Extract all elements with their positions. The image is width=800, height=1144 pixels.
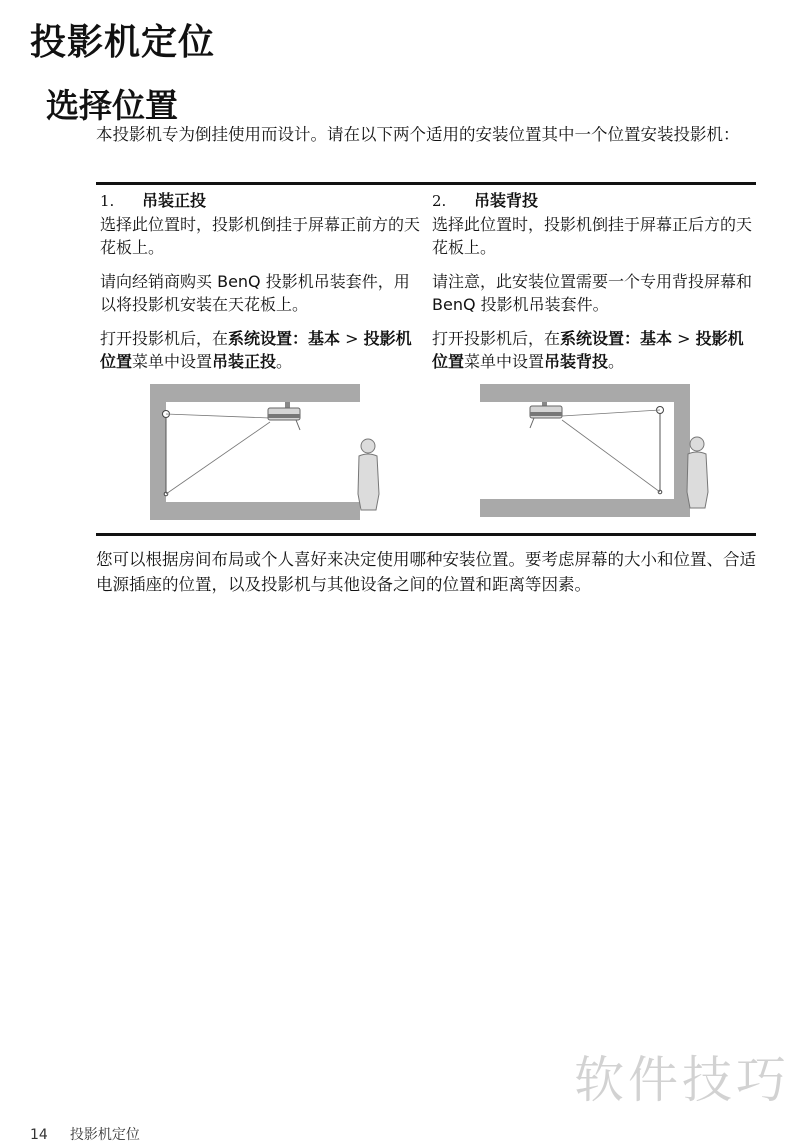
room-wall-frame xyxy=(150,384,360,520)
projection-ray-top xyxy=(562,410,660,416)
person-silhouette-icon xyxy=(358,439,379,510)
instruction-text: 菜单中设置 xyxy=(464,352,545,371)
option-instruction xyxy=(432,327,752,373)
option-description: 选择此位置时，投影机倒挂于屏幕正后方的天花板上。 xyxy=(432,215,753,257)
projection-ray-bottom xyxy=(166,422,270,494)
instruction-text: 打开投影机后，在 xyxy=(432,329,561,348)
option-title: 吊装背投 xyxy=(474,191,539,210)
option-note: 请向经销商购买 BenQ 投影机吊装套件，用以将投影机安装在天花板上。 xyxy=(100,272,410,314)
watermark: 软件技巧 xyxy=(574,1051,790,1109)
menu-item: 投影机位置 xyxy=(432,329,744,371)
footer-chapter: 投影机定位 xyxy=(69,1127,140,1143)
person-silhouette-icon xyxy=(687,437,708,508)
menu-separator: > xyxy=(340,329,364,348)
menu-path: 系统设置：基本 xyxy=(228,329,341,348)
outro-paragraph: 您可以根据房间布局或个人喜好来决定使用哪种安装位置。要考虑屏幕的大小和位置、合适电源插座的位置，以及投影机与其他设备之间的位置和距离等因素。 xyxy=(96,550,756,594)
menu-path: 系统设置：基本 xyxy=(560,329,673,348)
front-ceiling-diagram xyxy=(150,384,390,524)
option-note: 请注意，此安装位置需要一个专用背投屏幕和 BenQ 投影机吊装套件。 xyxy=(432,272,753,314)
projector-icon xyxy=(268,402,300,430)
instruction-text: 。 xyxy=(276,352,293,371)
option-title: 吊装正投 xyxy=(142,191,207,210)
page-footer xyxy=(30,1124,140,1144)
projection-ray-bottom xyxy=(562,420,660,492)
projector-icon xyxy=(530,402,562,428)
setting-value: 吊装正投 xyxy=(212,352,277,371)
option-heading xyxy=(100,189,420,213)
section-title: 选择位置 xyxy=(46,86,178,125)
option-description: 选择此位置时，投影机倒挂于屏幕正前方的天花板上。 xyxy=(100,215,421,257)
page-number: 14 xyxy=(30,1127,48,1143)
intro-paragraph: 本投影机专为倒挂使用而设计。请在以下两个适用的安装位置其中一个位置安装投影机： xyxy=(96,125,740,144)
menu-item: 投影机位置 xyxy=(100,329,412,371)
option-front-ceiling xyxy=(100,189,420,384)
instruction-text: 打开投影机后，在 xyxy=(100,329,229,348)
rear-ceiling-diagram xyxy=(480,384,720,524)
instruction-text: 菜单中设置 xyxy=(132,352,213,371)
menu-separator: > xyxy=(672,329,696,348)
room-wall-frame xyxy=(480,384,690,517)
option-number: 1. xyxy=(100,192,115,210)
option-instruction xyxy=(100,327,420,373)
projection-ray-top xyxy=(166,414,270,418)
option-heading xyxy=(432,189,752,213)
option-number: 2. xyxy=(432,192,447,210)
instruction-text: 。 xyxy=(608,352,625,371)
chapter-title: 投影机定位 xyxy=(30,22,216,63)
option-rear-ceiling xyxy=(432,189,752,384)
setting-value: 吊装背投 xyxy=(544,352,609,371)
